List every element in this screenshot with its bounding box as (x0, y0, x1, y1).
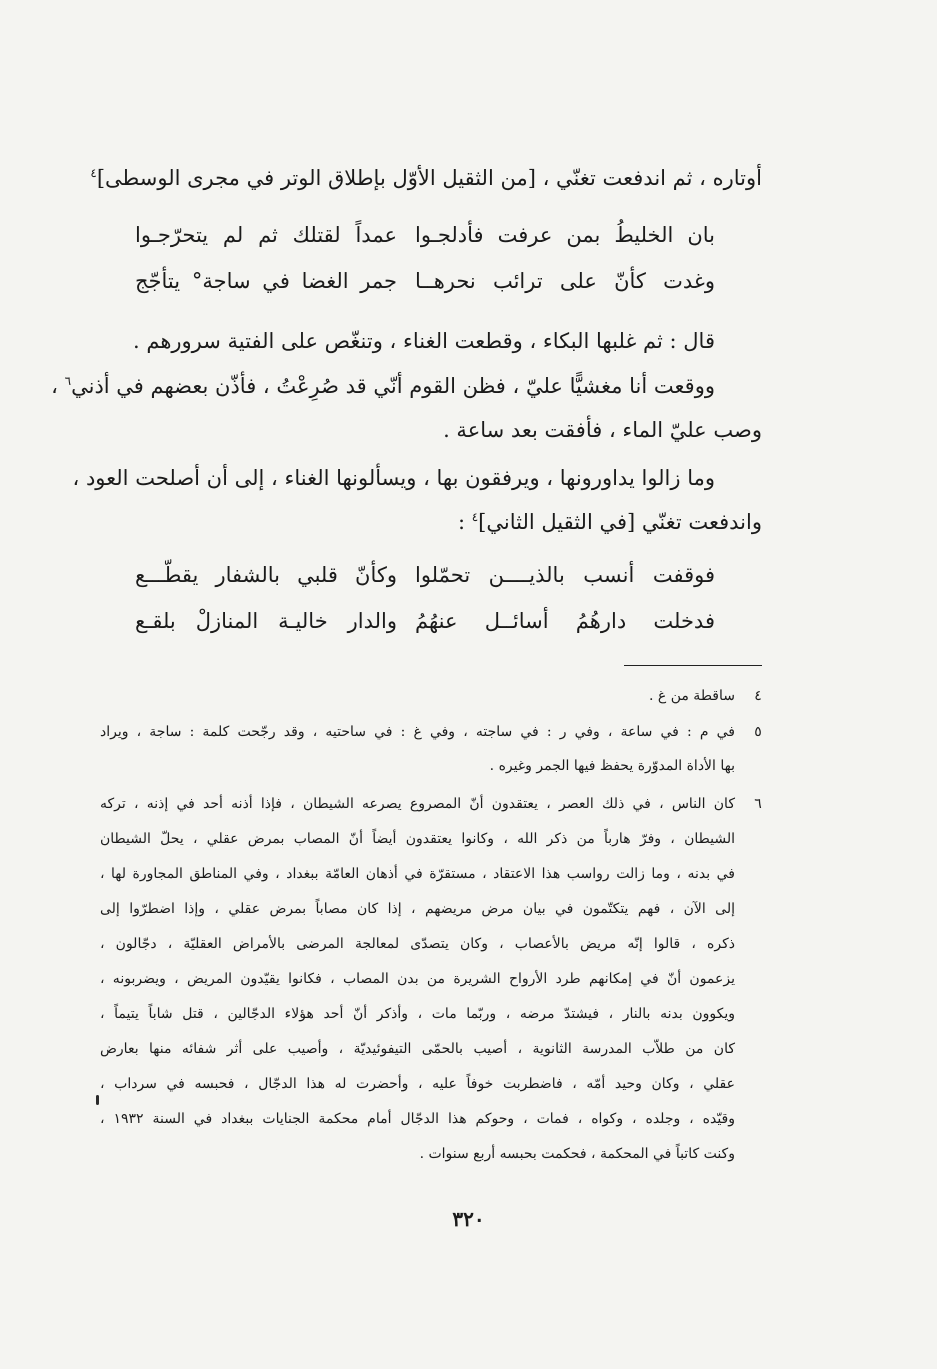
footnote-6-line-1: كان الناس ، في ذلك العصر ، يعتقدون أنّ المصروع يصرعه الشيطان ، فإذا أذنه أحد في إذنه ، تركه (100, 796, 735, 812)
paragraph-2-line-2 (100, 507, 762, 537)
verse-4-second-hemistich: والدار خاليـة المنازلْ بلقـع (135, 609, 397, 633)
paragraph-1-line-3: وصب عليّ الماء ، فأفقت بعد ساعة . (443, 418, 762, 442)
footnote-6-line-10: وقيّده ، وجلده ، وكواه ، فمات ، وحوكم هذا الدجّال أمام محكمة الجنايات ببغداد في السنة ١٩٣٢ ، (100, 1111, 735, 1127)
paragraph-1-line-2 (51, 371, 715, 401)
paragraph-1-line-2-tail: ، (51, 374, 58, 398)
footnote-ref: ٦ (64, 374, 72, 388)
footnote-6-line-2: الشيطان ، وفرّ هارباً من ذكر الله ، وكانوا يعتقدون أيضاً أنّ المصاب بمرض عقلي ، يحلّ الشيطان (100, 831, 735, 847)
intro-line (90, 163, 762, 193)
paragraph-2-line-2-tail: : (457, 510, 466, 534)
footnote-5-line-1: في م : في ساعة ، وفي ر : في ساجته ، وفي غ : في ساحتيه ، وقد رجّحت كلمة : ساجة ، ويراد (100, 724, 735, 740)
footnote-6-line-8: كان من طلاّب المدرسة الثانوية ، أصيب بالحمّى التيفوئيديّة ، وأصيب على أثر شفائه منها بعارض (100, 1041, 735, 1057)
scan-mark (96, 1095, 99, 1105)
footnote-5-line-2: بها الأداة المدوّرة يحفظ فيها الجمر وغيره . (489, 758, 735, 774)
footnote-6-line-3: في بدنه ، وما زالت رواسب هذا الاعتقاد ، مستقرّة في أذهان العامّة ببغداد ، وفي المناطق المجاورة لها ، (100, 866, 735, 882)
footnote-4-number: ٤ (754, 688, 762, 704)
intro-text: أوتاره ، ثم اندفعت تغنّي ، [من الثقيل الأوّل بإطلاق الوتر في مجرى الوسطى] (96, 166, 762, 190)
verse-2-second-hemistich: جمر الغضا في ساجة° يتأجّج (135, 269, 397, 293)
verse-4-first-hemistich: فدخلت دارهُمُ أسائــل عنهُمُ (415, 609, 715, 633)
footnote-4-line-1: ساقطة من غ . (649, 688, 735, 704)
page-number: ٣٢٠ (452, 1207, 485, 1231)
footnote-6-line-11: وكنت كاتباً في المحكمة ، فحكمت بحبسه أربع سنوات . (419, 1146, 735, 1162)
paragraph-1-line-1: قال : ثم غلبها البكاء ، وقطعت الغناء ، وتنغّص على الفتية سرورهم . (133, 329, 715, 353)
verse-1-first-hemistich: بان الخليطُ بمن عرفت فأدلجـوا (415, 223, 715, 247)
verse-2-first-hemistich: وغدت كأنّ على ترائب نحرهــا (415, 269, 715, 293)
footnote-separator (624, 665, 762, 666)
footnote-6-line-6: يزعمون أنّ في إمكانهم طرد الأرواح الشريرة من بدن المصاب ، فكانوا يقيّدون المريض ، ويضربونه ، (100, 971, 735, 987)
footnote-6-line-9: عقلي ، وكان وحيد أمّه ، فاضطربت خوفاً عليه ، وأحضرت له هذا الدجّال ، فحبسه في سرداب ، (100, 1076, 735, 1092)
paragraph-2-line-1: وما زالوا يداورونها ، ويرفقون بها ، ويسألونها الغناء ، إلى أن أصلحت العود ، (72, 466, 715, 490)
verse-3-second-hemistich: وكأنّ قلبي بالشفار يقطّـــع (135, 563, 397, 587)
footnote-5-number: ٥ (754, 724, 762, 740)
footnote-6-line-4: إلى الآن ، فهم يتكتّمون في بيان مرض مريضهم ، إذا كان مصاباً بمرض عقلي ، وإذا اضطرّوا إلى (100, 901, 735, 917)
footnote-6-number: ٦ (754, 796, 762, 812)
footnote-6-line-5: ذكره ، قالوا إنّه مريض بالأعصاب ، وكان يتصدّى لمعالجة المرضى بالأمراض العقليّة ، دجّالون ، (100, 936, 736, 952)
paragraph-2-line-2-text: واندفعت تغنّي [في الثقيل الثاني] (478, 510, 762, 534)
verse-3-first-hemistich: فوقفت أنسب بالذيــــن تحمّلوا (415, 563, 715, 587)
paragraph-1-line-2-text: ووقعت أنا مغشيًّا عليّ ، فظن القوم أنّي قد صُرِعْتُ ، فأذّن بعضهم في أذني (71, 374, 715, 398)
verse-1-second-hemistich: عمداً لقتلك ثم لم يتحرّجـوا (135, 223, 397, 247)
footnote-6-line-7: ويكوون بدنه بالنار ، فيشتدّ مرضه ، وربّما مات ، وأذكر أنّ أحد هؤلاء الدجّالين ، قتل شاباً يتيماً ، (100, 1006, 735, 1022)
footnote-ref: ٤ (90, 166, 97, 180)
footnote-ref: ٤ (471, 510, 479, 524)
